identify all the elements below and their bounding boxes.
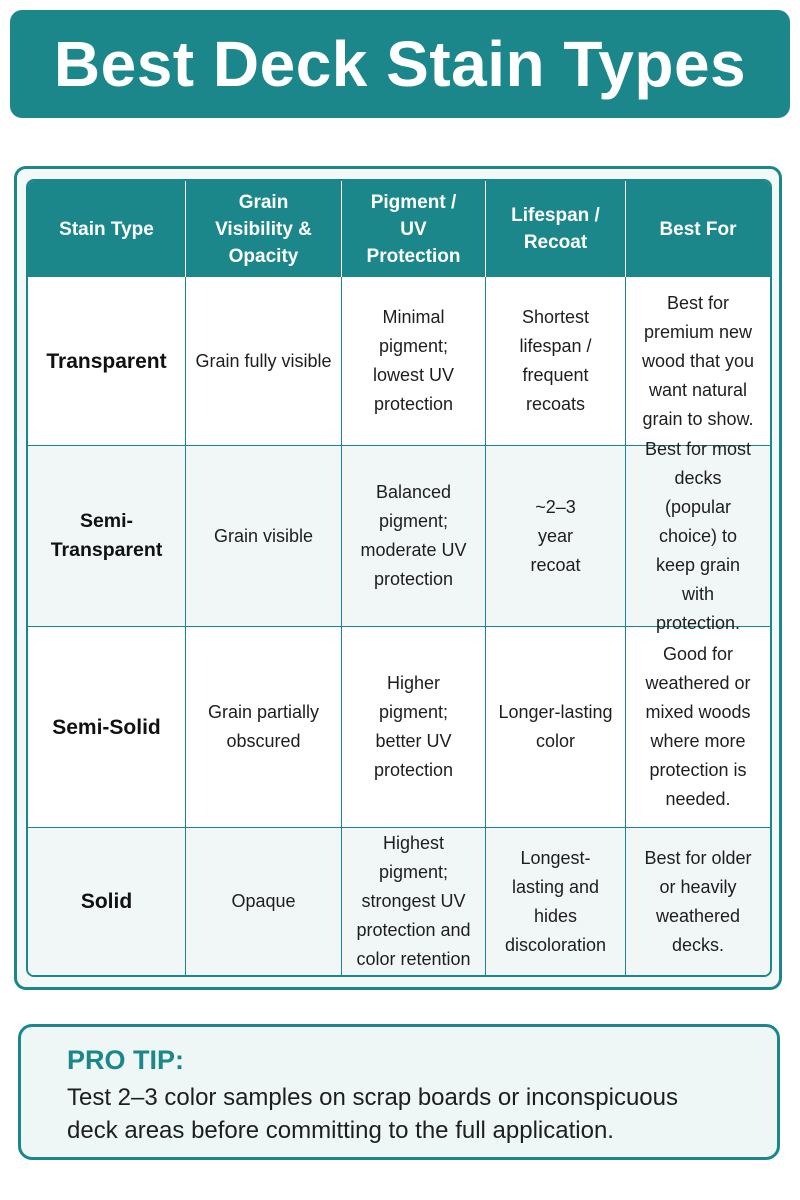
row-semi-solid-grain: Grain partially obscured [186,627,342,828]
row-solid-grain: Opaque [186,828,342,975]
row-semi-solid-pigment: Higher pigment; better UV protection [342,627,486,828]
row-solid-lifespan: Longest-lasting and hides discoloration [486,828,626,975]
row-transparent-lifespan: Shortest lifespan / frequent recoats [486,277,626,446]
row-transparent-best-for: Best for premium new wood that you want natural grain to show. [626,277,770,446]
title-banner [10,10,790,118]
page-title: Best Deck Stain Types [53,28,747,100]
row-semi-solid-lifespan: Longer-lasting color [486,627,626,828]
header-pigment-uv: Pigment / UV Protection [342,181,486,277]
pro-tip-label: PRO TIP: [67,1045,185,1075]
pro-tip-box [18,1024,780,1160]
header-grain-visibility: Grain Visibility & Opacity [186,181,342,277]
header-best-for: Best For [626,181,770,277]
header-lifespan: Lifespan / Recoat [486,181,626,277]
header-stain-type: Stain Type [28,181,186,277]
pro-tip-text: Test 2–3 color samples on scrap boards or inconspicuous deck areas before committing to the full application. [67,1084,678,1144]
row-semi-solid-type: Semi-Solid [28,627,186,828]
row-semi-transparent-grain: Grain visible [186,446,342,627]
row-transparent-pigment: Minimal pigment; lowest UV protection [342,277,486,446]
stain-table-card [14,166,782,990]
stain-table [26,179,772,977]
row-semi-transparent-lifespan: ~2–3 year recoat [486,446,626,627]
row-transparent-type: Transparent [28,277,186,446]
row-solid-type: Solid [28,828,186,975]
row-semi-solid-best-for: Good for weathered or mixed woods where more protection is needed. [626,627,770,828]
row-semi-transparent-type: Semi-Transparent [28,446,186,627]
row-semi-transparent-pigment: Balanced pigment; moderate UV protection [342,446,486,627]
row-transparent-grain: Grain fully visible [186,277,342,446]
row-semi-transparent-best-for: Best for most decks (popular choice) to keep grain with protection. [626,446,770,627]
row-solid-best-for: Best for older or heavily weathered decks. [626,828,770,975]
row-solid-pigment: Highest pigment; strongest UV protection and color retention [342,828,486,975]
